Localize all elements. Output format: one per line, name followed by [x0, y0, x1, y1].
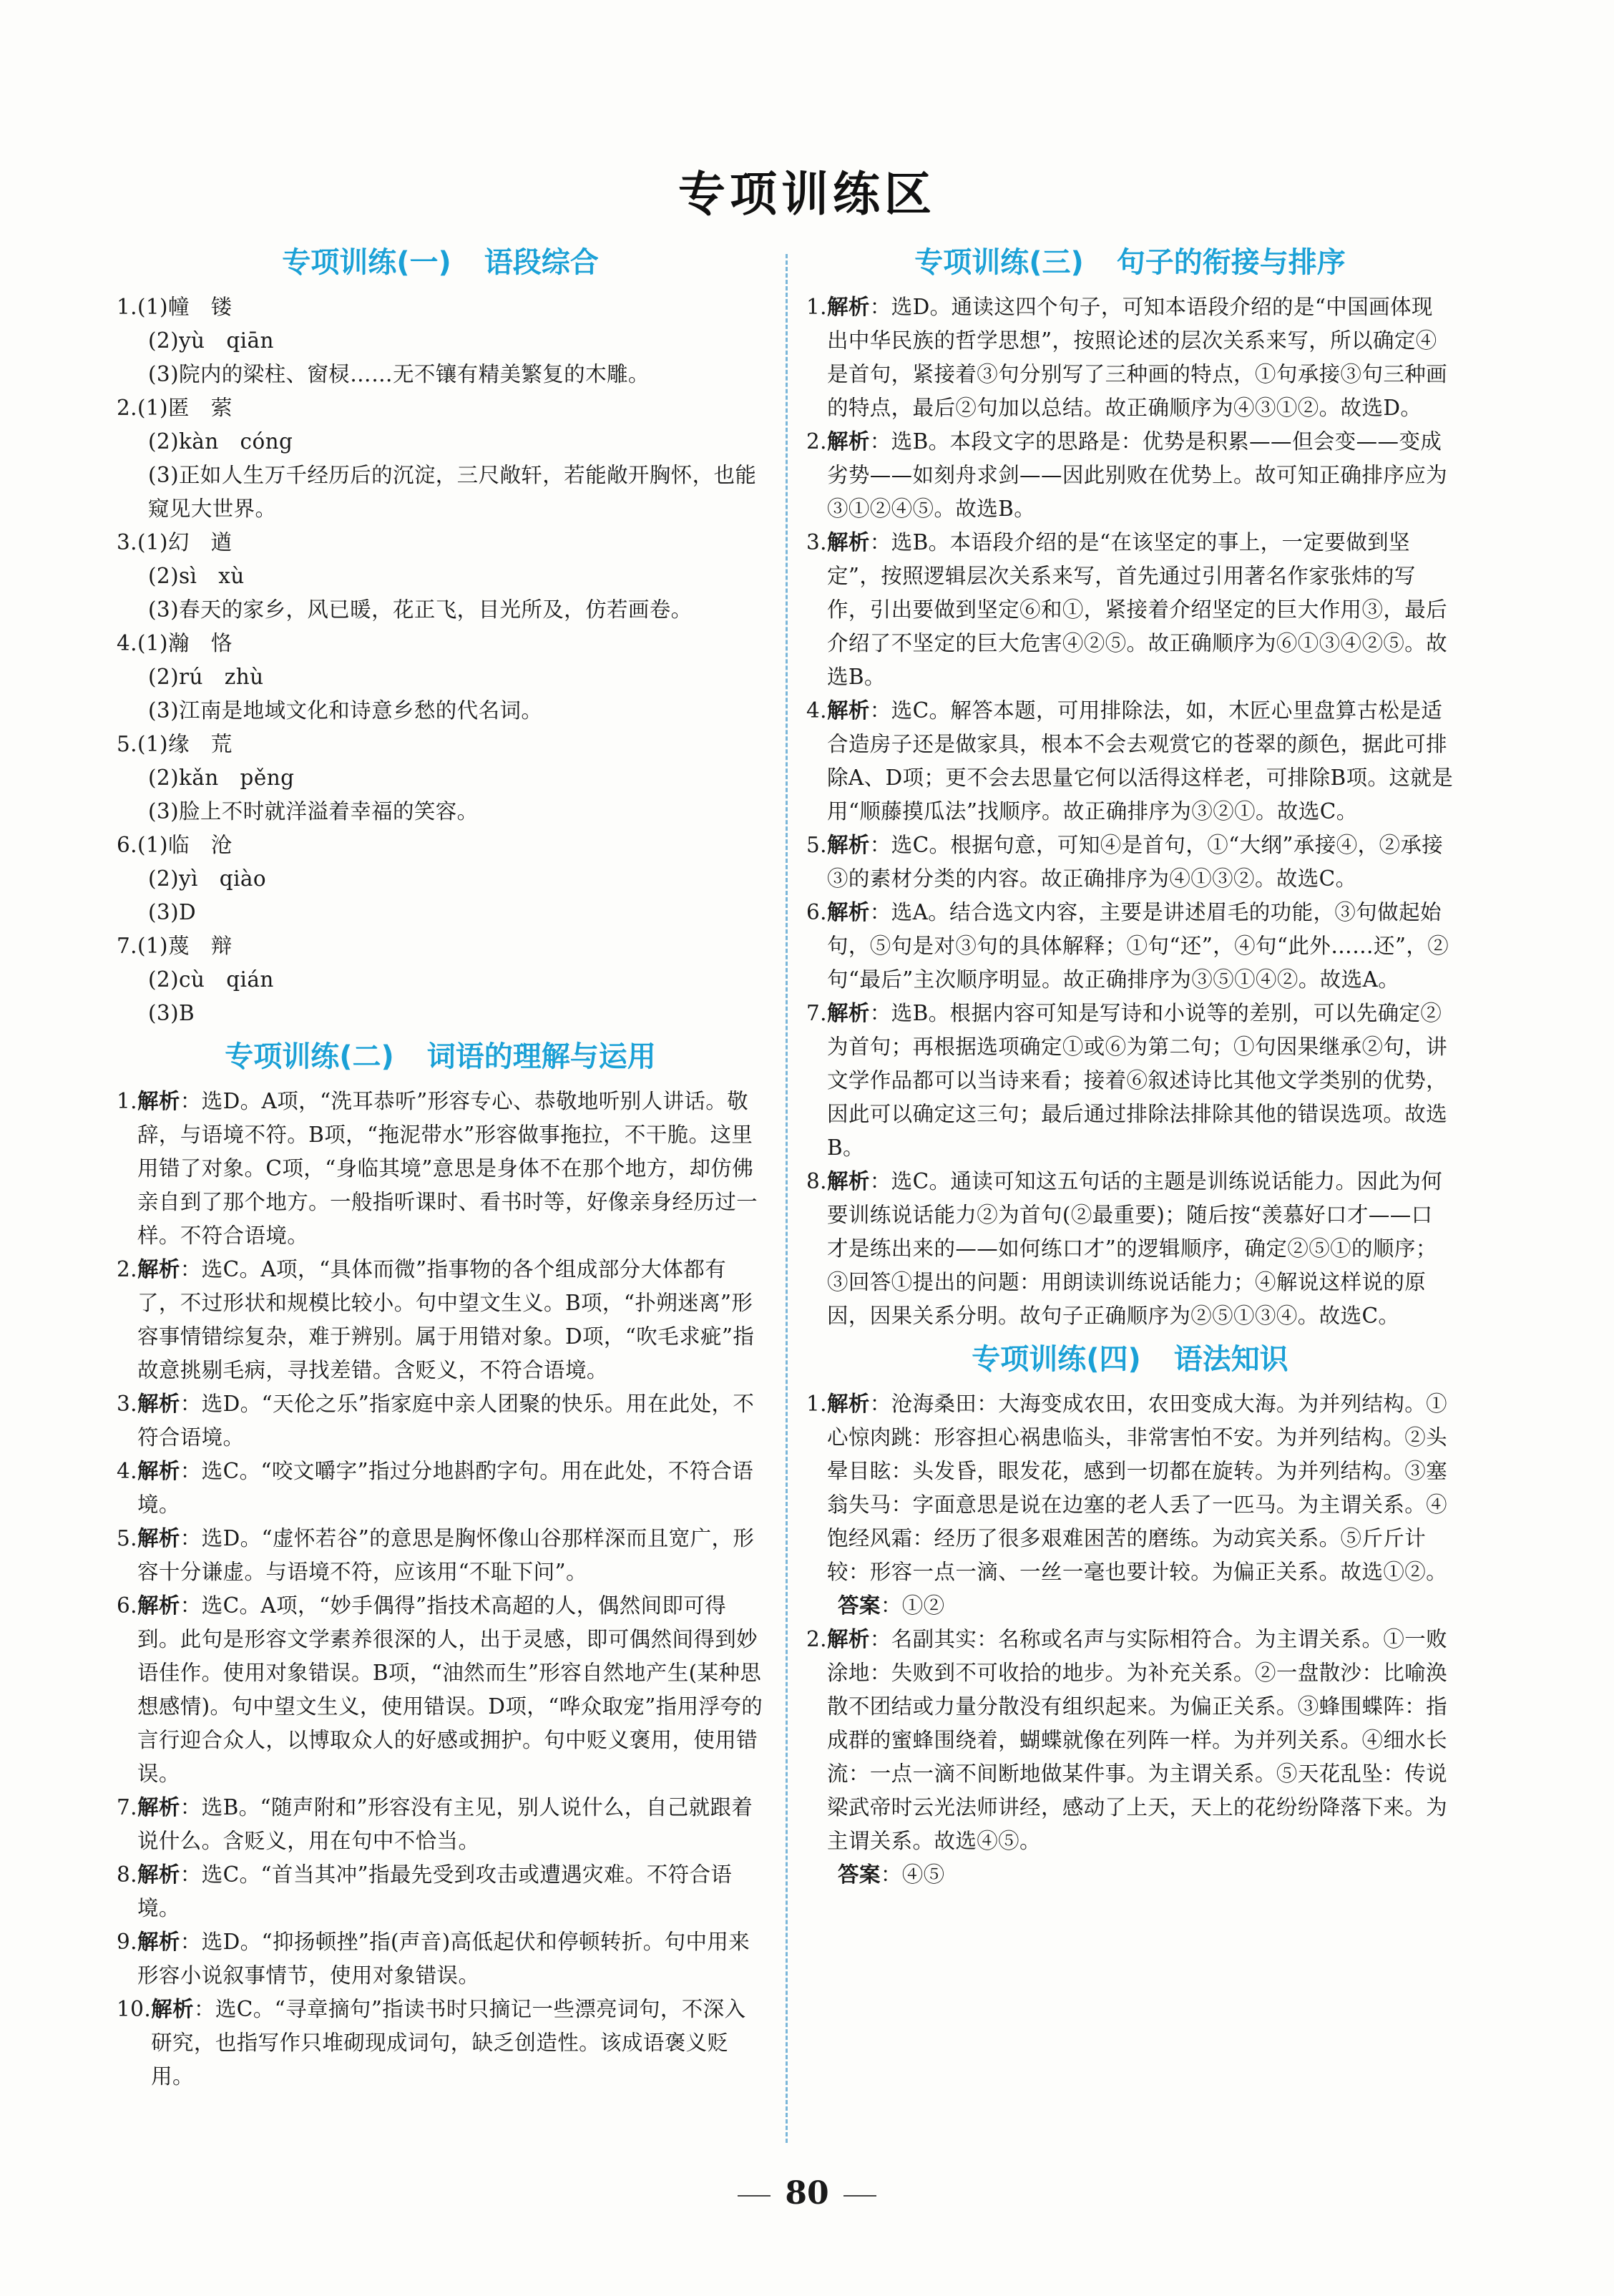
item-line: (2)yì qiào [148, 866, 267, 891]
analysis-label: 解析 [137, 1593, 180, 1618]
section-topic: 语段综合 [484, 246, 599, 279]
analysis-text: ：名副其实：名称或名声与实际相符合。为主谓关系。①一败涂地：失败到不可收拾的地步。为补充关系。②一盘散沙：比喻涣散不团结或力量分散没有组织起来。为偏正关系。③蜂围蝶阵：指成群的蜜蜂围绕着，蝴蝶就像在列阵一样。为并列关系。④细水长流：一点一滴不间断地做某件事。为主谓关系。⑤天花乱坠：传说梁武帝时云光法师讲经，感动了上天，天上的花纷纷降落下来。为主谓关系。故选④⑤。 [826, 1627, 1448, 1853]
item-line: (3)脸上不时就洋溢着幸福的笑容。 [148, 799, 479, 824]
list-item [117, 627, 764, 728]
list-item [806, 1165, 1454, 1333]
item-number: 1. [806, 1392, 827, 1416]
item-line: (1)蔑 辩 [137, 934, 233, 958]
item-number: 9. [117, 1930, 137, 1954]
analysis-text: ：选D。通读这四个句子，可知本语段介绍的是“中国画体现出中华民族的哲学思想”，按照论述的层次关系来写，所以确定④是首句，紧接着③句分别写了三种画的特点，①句承接③句三种画的特点，最后②句加以总结。故正确顺序为④③①②。故选D。 [826, 295, 1448, 420]
analysis-text: ：选B。本段文字的思路是：优势是积累——但会变——变成劣势——如刻舟求剑——因此别败在优势上。故可知正确排序应为③①②④⑤。故选B。 [826, 429, 1448, 521]
analysis-text: ：选B。“随声附和”形容没有主见，别人说什么，自己就跟着说什么。含贬义，用在句中不恰当。 [137, 1795, 753, 1853]
analysis-text: ：选B。本语段介绍的是“在该坚定的事上，一定要做到坚定”，按照逻辑层次关系来写，首先通过引用著名作家张炜的写作，引出要做到坚定⑥和①，紧接着介绍坚定的巨大作用③，最后介绍了不坚定的巨大危害④②⑤。故正确顺序为⑥①③④②⑤。故选B。 [826, 530, 1448, 689]
item-line: (2)rú zhù [148, 665, 264, 689]
item-line: (1)幻 遒 [137, 530, 233, 555]
analysis-text: ：选C。“咬文嚼字”指过分地斟酌字句。用在此处，不符合语境。 [137, 1459, 754, 1517]
item-line: (1)缘 荒 [137, 732, 233, 756]
analysis-label: 解析 [826, 698, 870, 723]
item-number: 2. [117, 396, 137, 420]
left-column [117, 236, 764, 2094]
analysis-label: 解析 [826, 1392, 870, 1416]
analysis-label: 解析 [137, 1089, 180, 1113]
item-line: (1)幢 镂 [137, 295, 233, 319]
list-item [806, 997, 1454, 1165]
item-number: 2. [806, 1627, 827, 1651]
item-line: (3)D [148, 900, 197, 924]
list-item [117, 1522, 764, 1589]
item-line: (3)春天的家乡，风已暖，花正飞，目光所及，仿若画卷。 [148, 597, 693, 622]
analysis-text: ：选D。“抑扬顿挫”指(声音)高低起伏和停顿转折。句中用来形容小说叙事情节，使用对象错误。 [137, 1930, 750, 1988]
item-number: 6. [117, 1593, 137, 1618]
list-item [117, 829, 764, 929]
item-number: 2. [117, 1257, 137, 1281]
item-number: 10. [117, 1997, 152, 2021]
item-number: 4. [117, 631, 137, 655]
item-line: (3)江南是地域文化和诗意乡愁的代名词。 [148, 698, 543, 723]
item-number: 3. [117, 530, 137, 555]
section-number: 专项训练(一) [282, 246, 451, 279]
analysis-label: 解析 [137, 1526, 180, 1550]
section-heading [806, 1337, 1454, 1382]
right-column [806, 236, 1454, 1892]
analysis-text: ：选B。根据内容可知是写诗和小说等的差别，可以先确定②为首句；再根据选项确定①或⑥为第二句；①句因果继承②句，讲文学作品都可以当诗来看；接着⑥叙述诗比其他文学类别的优势，因此可以确定这三句；最后通过排除法排除其他的错误选项。故选B。 [826, 1001, 1448, 1160]
item-number: 5. [117, 732, 137, 756]
list-item [806, 829, 1454, 896]
item-number: 1. [117, 1089, 137, 1113]
item-number: 3. [806, 530, 827, 555]
item-line: (2)kàn cóng [148, 429, 293, 454]
item-line: (3)正如人生万千经历后的沉淀，三尺敞轩，若能敞开胸怀，也能窥见大世界。 [148, 463, 757, 521]
analysis-label: 解析 [137, 1795, 180, 1819]
list-item [806, 896, 1454, 997]
list-item [117, 929, 764, 1030]
analysis-label: 解析 [826, 429, 870, 454]
answer-label: 答案 [838, 1862, 881, 1887]
item-number: 7. [806, 1001, 827, 1025]
item-line: (1)瀚 恪 [137, 631, 233, 655]
section-number: 专项训练(三) [914, 246, 1084, 279]
analysis-text: ：沧海桑田：大海变成农田，农田变成大海。为并列结构。①心惊肉跳：形容担心祸患临头，非常害怕不安。为并列结构。②头晕目眩：头发昏，眼发花，感到一切都在旋转。为并列结构。③塞翁失马：字面意思是说在边塞的老人丢了一匹马。为主谓关系。④饱经风霜：经历了很多艰难困苦的磨练。为动宾关系。⑤斤斤计较：形容一点一滴、一丝一毫也要计较。为偏正关系。故选①②。 [826, 1392, 1448, 1584]
answer-text: ：④⑤ [880, 1862, 945, 1887]
section-heading [806, 240, 1454, 285]
section-heading [117, 240, 764, 285]
analysis-label: 解析 [826, 833, 870, 857]
section-topic: 语法知识 [1173, 1343, 1288, 1376]
item-number: 5. [117, 1526, 137, 1550]
item-line: (2)kǎn pěng [148, 766, 295, 790]
list-item [806, 1623, 1454, 1892]
analysis-text: ：选C。解答本题，可用排除法，如，木匠心里盘算古松是适合造房子还是做家具，根本不会去观赏它的苍翠的颜色，据此可排除A、D项；更不会去思量它何以活得这样老，可排除B项。这就是用“顺藤摸瓜法”找顺序。故正确排序为③②①。故选C。 [826, 698, 1454, 824]
item-number: 3. [117, 1392, 137, 1416]
item-number: 7. [117, 934, 137, 958]
item-number: 7. [117, 1795, 137, 1819]
analysis-label: 解析 [137, 1257, 180, 1281]
item-number: 6. [117, 833, 137, 857]
analysis-label: 解析 [137, 1392, 180, 1416]
item-line: (1)匿 萦 [137, 396, 233, 420]
item-line: (2)yù qiān [148, 328, 274, 353]
list-item [117, 1253, 764, 1387]
page-number-dash [843, 2195, 876, 2197]
list-item [806, 425, 1454, 526]
list-item [117, 1858, 764, 1925]
answer-label: 答案 [838, 1593, 881, 1618]
item-number: 4. [806, 698, 827, 723]
analysis-text: ：选A。结合选文内容，主要是讲述眉毛的功能，③句做起始句，⑤句是对③句的具体解释；①句“还”，④句“此外……还”，②句“最后”主次顺序明显。故正确排序为③⑤①④②。故选A。 [826, 900, 1449, 992]
analysis-text: ：选C。A项，“妙手偶得”指技术高超的人，偶然间即可得到。此句是形容文学素养很深的人，出于灵感，即可偶然间得到妙语佳作。使用对象错误。B项，“油然而生”形容自然地产生(某种思想感情)。句中望文生义，使用错误。D项，“哗众取宠”指用浮夸的言行迎合众人，以博取众人的好感或拥护。句中贬义褒用，使用错误。 [137, 1593, 763, 1786]
analysis-label: 解析 [137, 1930, 180, 1954]
item-number: 5. [806, 833, 827, 857]
item-line: (3)院内的梁柱、窗棂……无不镶有精美繁复的木雕。 [148, 362, 650, 386]
list-item [117, 1925, 764, 1993]
item-line: (2)sì xù [148, 564, 245, 588]
list-item [117, 1085, 764, 1253]
analysis-label: 解析 [826, 1169, 870, 1193]
list-item [806, 526, 1454, 694]
item-number: 2. [806, 429, 827, 454]
section-heading [117, 1035, 764, 1079]
list-item [117, 1455, 764, 1522]
list-item [117, 391, 764, 526]
analysis-text: ：选C。A项，“具体而微”指事物的各个组成部分大体都有了，不过形状和规模比较小。句中望文生义。B项，“扑朔迷离”形容事情错综复杂，难于辨别。属于用错对象。D项，“吹毛求疵”指故意挑剔毛病，寻找差错。含贬义，不符合语境。 [137, 1257, 755, 1382]
list-item [806, 694, 1454, 829]
item-number: 6. [806, 900, 827, 924]
analysis-label: 解析 [826, 1001, 870, 1025]
analysis-text: ：选D。“天伦之乐”指家庭中亲人团聚的快乐。用在此处，不符合语境。 [137, 1392, 755, 1450]
list-item [117, 290, 764, 391]
analysis-label: 解析 [826, 295, 870, 319]
analysis-text: ：选D。A项，“洗耳恭听”形容专心、恭敬地听别人讲话。敬辞，与语境不符。B项，“拖泥带水”形容做事拖拉，不干脆。这里用错了对象。C项，“身临其境”意思是身体不在那个地方，却仿佛亲自到了那个地方。一般指听课时、看书时等，好像亲身经历过一样。不符合语境。 [137, 1089, 758, 1248]
analysis-label: 解析 [826, 900, 870, 924]
item-line: (3)B [148, 1001, 195, 1025]
item-line: (1)临 沧 [137, 833, 233, 857]
analysis-text: ：选D。“虚怀若谷”的意思是胸怀像山谷那样深而且宽广，形容十分谦虚。与语境不符，应该用“不耻下问”。 [137, 1526, 755, 1584]
item-number: 1. [117, 295, 137, 319]
section-topic: 句子的衔接与排序 [1116, 246, 1346, 279]
section-topic: 词语的理解与运用 [426, 1040, 656, 1073]
analysis-label: 解析 [826, 1627, 870, 1651]
list-item [117, 1589, 764, 1791]
analysis-label: 解析 [137, 1459, 180, 1483]
list-item [806, 290, 1454, 425]
answer-text: ：①② [880, 1593, 945, 1618]
list-item [806, 1387, 1454, 1623]
item-number: 8. [806, 1169, 827, 1193]
item-line: (2)cù qián [148, 967, 274, 992]
list-item [117, 728, 764, 829]
list-item [117, 1791, 764, 1858]
analysis-text: ：选C。通读可知这五句话的主题是训练说话能力。因此为何要训练说话能力②为首句(②最重要)；随后按“羡慕好口才——口才是练出来的——如何练口才”的逻辑顺序，确定②⑤①的顺序；③回答①提出的问题：用朗读训练说话能力；④解说这样说的原因，因果关系分明。故句子正确顺序为②⑤①③④。故选C。 [826, 1169, 1443, 1328]
analysis-label: 解析 [151, 1997, 194, 2021]
analysis-text: ：选C。“寻章摘句”指读书时只摘记一些漂亮词句，不深入研究，也指写作只堆砌现成词句，缺乏创造性。该成语褒义贬用。 [151, 1997, 746, 2089]
section-number: 专项训练(四) [972, 1343, 1141, 1376]
section-number: 专项训练(二) [225, 1040, 394, 1073]
page-number [0, 2175, 1614, 2212]
page-number-dash [738, 2195, 771, 2197]
page-number-value: 80 [785, 2175, 829, 2212]
list-item [117, 1993, 764, 2094]
list-item [117, 1387, 764, 1455]
analysis-text: ：选C。“首当其冲”指最先受到攻击或遭遇灾难。不符合语境。 [137, 1862, 733, 1920]
item-number: 8. [117, 1862, 137, 1887]
analysis-label: 解析 [137, 1862, 180, 1887]
column-divider [786, 254, 788, 2143]
page-title: 专项训练区 [678, 167, 936, 222]
list-item [117, 526, 764, 627]
item-number: 4. [117, 1459, 137, 1483]
analysis-label: 解析 [826, 530, 870, 555]
item-number: 1. [806, 295, 827, 319]
analysis-text: ：选C。根据句意，可知④是首句，①“大纲”承接④，②承接③的素材分类的内容。故正确排序为④①③②。故选C。 [826, 833, 1444, 891]
